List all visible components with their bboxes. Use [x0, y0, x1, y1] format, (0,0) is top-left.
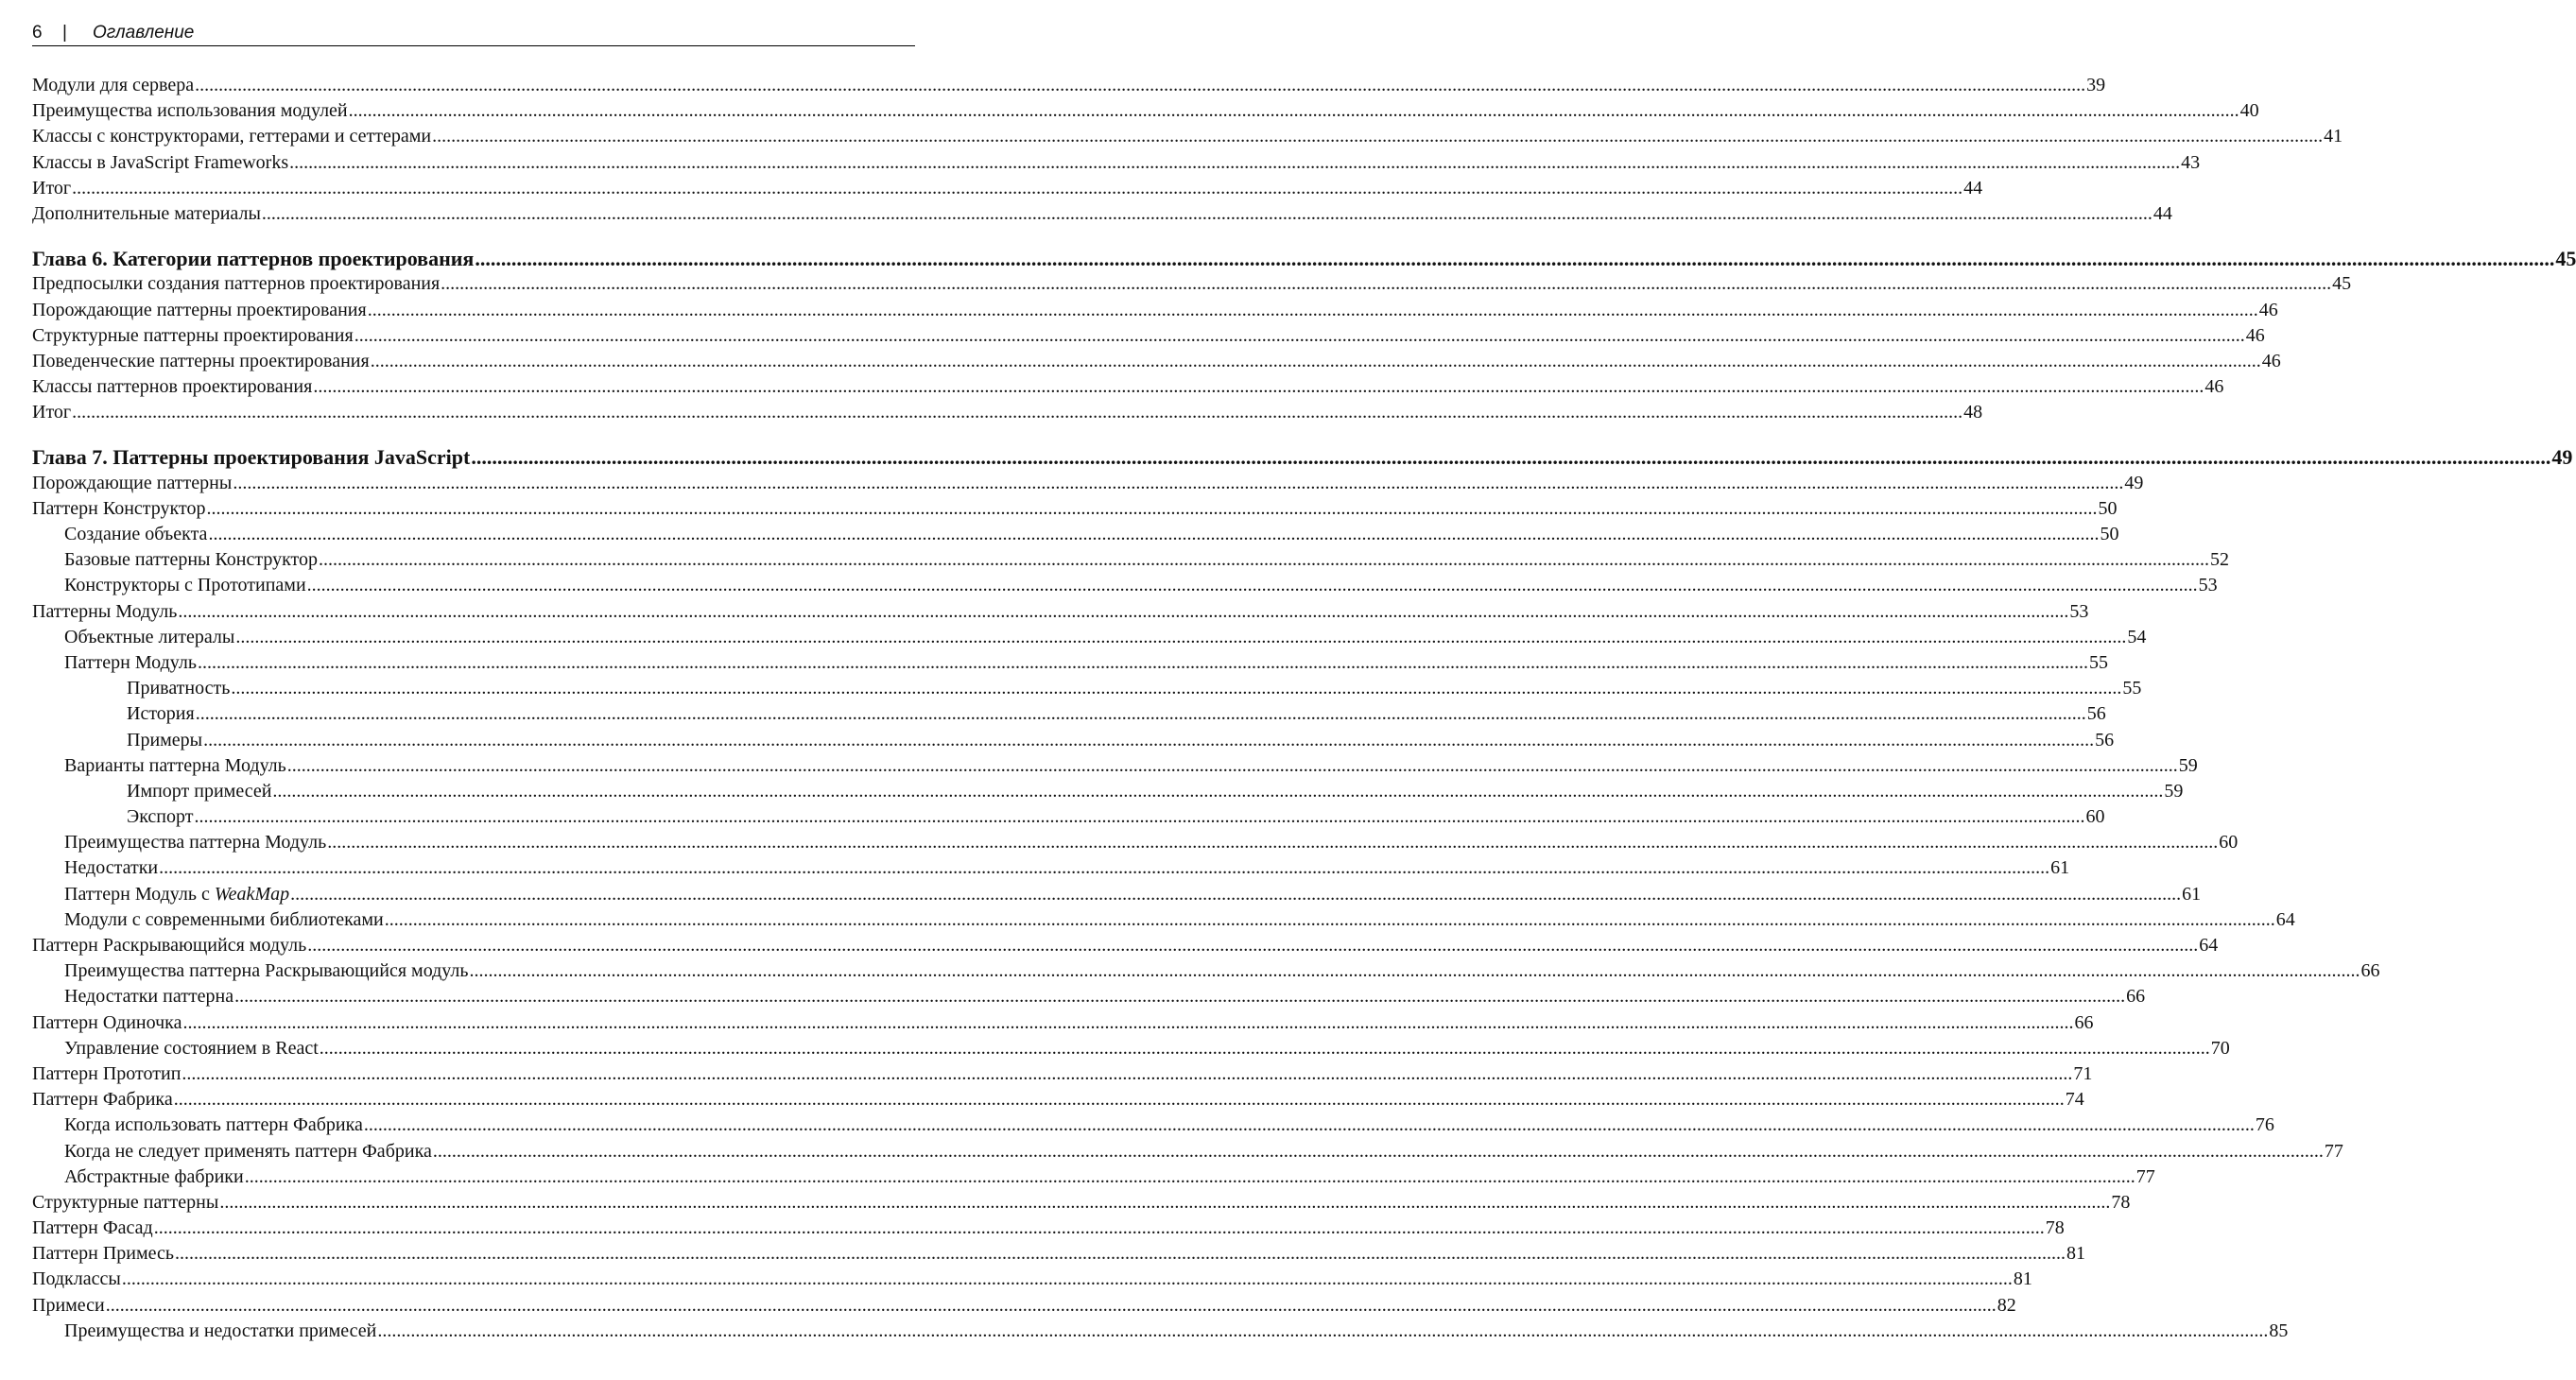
toc-leader-dots: ................................................................................................................................................................................................................................................................................................................................................................................................................ [363, 1114, 2255, 1136]
toc-page-number: 78 [2111, 1191, 2131, 1213]
toc-page-number: 40 [2239, 100, 2259, 122]
header-title: Оглавление [93, 23, 195, 43]
toc-entry-title: Итог [32, 402, 72, 423]
toc-entry-title: Паттерн Прототип [32, 1062, 182, 1084]
toc-page-number: 46 [2258, 299, 2278, 320]
chapter-gap [32, 425, 915, 444]
toc-leader-dots: ................................................................................................................................................................................................................................................................................................................................................................................................................ [206, 497, 2098, 519]
toc-entry[interactable] [32, 753, 2198, 779]
toc-leader-dots: ................................................................................................................................................................................................................................................................................................................................................................................................................ [313, 376, 2204, 398]
toc-page-number: 50 [2098, 497, 2118, 519]
toc-entry[interactable] [32, 1293, 2016, 1319]
toc-entry-title: Когда не следует применять паттерн Фабрика [64, 1140, 432, 1162]
toc-entry-title: Варианты паттерна Модуль [64, 754, 286, 776]
toc-entry-title: Приватность [127, 678, 231, 699]
toc-leader-dots: ................................................................................................................................................................................................................................................................................................................................................................................................................ [471, 445, 2551, 470]
toc-leader-dots: ................................................................................................................................................................................................................................................................................................................................................................................................................ [432, 1140, 2324, 1162]
toc-entry[interactable] [32, 933, 2219, 958]
toc-leader-dots: ................................................................................................................................................................................................................................................................................................................................................................................................................ [370, 350, 2261, 371]
toc-page-number: 46 [2204, 376, 2224, 398]
toc-entry-title: Импорт примесей [127, 780, 272, 802]
chapter-gap [32, 227, 915, 246]
toc-entry[interactable] [32, 701, 2106, 727]
toc-page-number: 59 [2178, 754, 2198, 776]
toc-entry[interactable] [32, 1139, 2343, 1164]
toc-leader-dots: ................................................................................................................................................................................................................................................................................................................................................................................................................ [377, 1320, 2269, 1341]
toc-page-number: 50 [2100, 524, 2119, 544]
toc-page-number: 61 [2182, 883, 2202, 905]
toc-page-number: 77 [2135, 1165, 2155, 1187]
toc-leader-dots: ................................................................................................................................................................................................................................................................................................................................................................................................................ [272, 780, 2164, 802]
toc-entry-title: Глава 7. Паттерны проектирования JavaScript [32, 445, 471, 470]
toc-entry-title: Дополнительные материалы [32, 202, 261, 224]
toc-chapter-heading[interactable] [32, 246, 2576, 271]
toc-entry[interactable] [32, 599, 2089, 625]
toc-page-number: 76 [2255, 1114, 2274, 1136]
toc-page-number: 60 [2219, 832, 2239, 854]
toc-leader-dots: ................................................................................................................................................................................................................................................................................................................................................................................................................ [178, 600, 2069, 622]
toc-leader-dots: ................................................................................................................................................................................................................................................................................................................................................................................................................ [173, 1089, 2065, 1111]
toc-entry-title: Паттерны Модуль [32, 600, 178, 622]
toc-entry[interactable] [32, 98, 2259, 124]
toc-page-number: 56 [2086, 703, 2106, 725]
toc-page-number: 55 [2122, 678, 2142, 699]
toc-entry[interactable] [32, 1113, 2274, 1138]
toc-leader-dots: ................................................................................................................................................................................................................................................................................................................................................................................................................ [105, 1294, 1997, 1316]
toc-leader-dots: ................................................................................................................................................................................................................................................................................................................................................................................................................ [441, 273, 2332, 295]
toc-leader-dots: ................................................................................................................................................................................................................................................................................................................................................................................................................ [261, 202, 2152, 224]
toc-entry-title-wrap [64, 882, 289, 907]
toc-entry-title: Предпосылки создания паттернов проектирования [32, 273, 441, 295]
toc-page-number: 78 [2045, 1217, 2065, 1239]
running-header [32, 21, 915, 46]
toc-entry-title: Паттерн Модуль [64, 651, 197, 673]
toc-entry[interactable] [32, 150, 2201, 176]
toc-entry-title: Классы в JavaScript Frameworks [32, 151, 289, 173]
toc-entry-title: Глава 6. Категории паттернов проектирования [32, 247, 475, 271]
toc-entry-title: Итог [32, 177, 72, 198]
toc-page-number: 81 [2066, 1243, 2086, 1265]
toc-page-number: 49 [2124, 472, 2144, 493]
toc-page-number: 54 [2127, 626, 2147, 647]
toc-entry-title: Преимущества паттерна Модуль [64, 832, 327, 854]
toc-entry-title: Поведенческие паттерны проектирования [32, 350, 370, 371]
toc-page-number: 59 [2164, 780, 2184, 802]
toc-entry[interactable] [32, 779, 2184, 804]
toc-page-number: 43 [2181, 151, 2201, 173]
toc-page-number: 45 [2555, 247, 2576, 271]
toc-leader-dots: ................................................................................................................................................................................................................................................................................................................................................................................................................ [289, 151, 2181, 173]
toc-entry[interactable] [32, 1061, 2093, 1087]
toc-entry-title: Конструкторы с Прототипами [64, 575, 306, 596]
toc-leader-dots: ................................................................................................................................................................................................................................................................................................................................................................................................................ [327, 832, 2219, 854]
toc-page-number: 44 [1963, 177, 1983, 198]
toc-leader-dots: ................................................................................................................................................................................................................................................................................................................................................................................................................ [203, 729, 2095, 750]
toc-page-number: 45 [2332, 273, 2352, 295]
toc-entry-title: Порождающие паттерны проектирования [32, 299, 367, 320]
toc-page-number: 61 [2050, 857, 2070, 879]
toc-entry[interactable] [32, 1010, 2094, 1036]
toc-entry-title: Недостатки паттерна [64, 986, 234, 1008]
toc-page-number: 39 [2086, 75, 2106, 95]
toc-entry-title: История [127, 703, 195, 725]
toc-page-number: 44 [2152, 202, 2172, 224]
toc-leader-dots: ................................................................................................................................................................................................................................................................................................................................................................................................................ [72, 177, 1963, 198]
toc-entry[interactable] [32, 573, 2218, 598]
toc-leader-dots: ................................................................................................................................................................................................................................................................................................................................................................................................................ [72, 402, 1963, 423]
toc-entry-title: Паттерн Фабрика [32, 1089, 173, 1111]
toc-entry-title: Примеси [32, 1294, 105, 1316]
toc-page-number: 55 [2088, 651, 2108, 673]
table-of-contents [32, 73, 2576, 1344]
toc-entry[interactable] [32, 349, 2281, 374]
toc-entry[interactable] [32, 676, 2142, 701]
toc-entry[interactable] [32, 298, 2278, 323]
toc-entry-title: Подклассы [32, 1268, 121, 1290]
toc-entry-title: Паттерн Раскрывающийся модуль [32, 935, 307, 956]
toc-leader-dots: ................................................................................................................................................................................................................................................................................................................................................................................................................ [231, 678, 2122, 699]
toc-entry[interactable] [32, 547, 2230, 573]
toc-entry[interactable] [32, 804, 2105, 830]
toc-page-number: 49 [2551, 445, 2573, 470]
toc-leader-dots: ................................................................................................................................................................................................................................................................................................................................................................................................................ [319, 549, 2210, 571]
toc-chapter-heading[interactable] [32, 444, 2573, 470]
toc-entry-title: Абстрактные фабрики [64, 1165, 244, 1187]
toc-entry-title: Паттерн Примесь [32, 1243, 175, 1265]
toc-entry[interactable] [32, 1164, 2155, 1190]
toc-leader-dots: ................................................................................................................................................................................................................................................................................................................................................................................................................ [233, 472, 2124, 493]
toc-leader-dots: ................................................................................................................................................................................................................................................................................................................................................................................................................ [182, 1011, 2074, 1033]
toc-entry-title: Недостатки [64, 857, 159, 879]
toc-entry-title: Объектные литералы [64, 626, 235, 647]
toc-leader-dots: ................................................................................................................................................................................................................................................................................................................................................................................................................ [219, 1191, 2111, 1213]
toc-page-number: 64 [2275, 908, 2295, 930]
toc-entry-title: Паттерн Конструктор [32, 497, 206, 519]
toc-entry-title: Экспорт [127, 806, 194, 828]
toc-page-number: 53 [2069, 600, 2089, 622]
toc-entry[interactable] [32, 1216, 2065, 1241]
toc-entry-title-italic: WeakMap [214, 883, 290, 905]
toc-entry[interactable] [32, 907, 2295, 933]
toc-entry-title: Модули с современными библиотеками [64, 908, 384, 930]
toc-page-number: 77 [2324, 1140, 2343, 1162]
toc-entry-title: Преимущества паттерна Раскрывающийся модуль [64, 960, 469, 982]
toc-leader-dots: ................................................................................................................................................................................................................................................................................................................................................................................................................ [244, 1165, 2135, 1187]
toc-entry[interactable] [32, 625, 2147, 650]
toc-leader-dots: ................................................................................................................................................................................................................................................................................................................................................................................................................ [475, 247, 2555, 271]
toc-entry-title: Управление состоянием в React [64, 1037, 319, 1059]
toc-leader-dots: ................................................................................................................................................................................................................................................................................................................................................................................................................ [234, 986, 2126, 1008]
toc-entry-title: Модули для сервера [32, 75, 195, 95]
toc-entry[interactable] [32, 73, 2106, 98]
toc-entry-title: Преимущества и недостатки примесей [64, 1320, 377, 1341]
toc-entry[interactable] [32, 1087, 2084, 1113]
toc-leader-dots: ................................................................................................................................................................................................................................................................................................................................................................................................................ [159, 857, 2050, 879]
toc-entry[interactable] [32, 1241, 2086, 1267]
toc-entry[interactable] [32, 855, 2070, 881]
toc-entry-title: Классы паттернов проектирования [32, 376, 313, 398]
toc-leader-dots: ................................................................................................................................................................................................................................................................................................................................................................................................................ [432, 126, 2324, 147]
toc-entry[interactable] [32, 271, 2352, 297]
toc-entry[interactable] [32, 1190, 2131, 1216]
toc-leader-dots: ................................................................................................................................................................................................................................................................................................................................................................................................................ [182, 1062, 2073, 1084]
toc-page-number: 70 [2210, 1037, 2230, 1059]
toc-page-number: 66 [2126, 986, 2146, 1008]
toc-entry[interactable] [32, 522, 2119, 547]
toc-leader-dots: ................................................................................................................................................................................................................................................................................................................................................................................................................ [197, 651, 2088, 673]
toc-leader-dots: ................................................................................................................................................................................................................................................................................................................................................................................................................ [290, 883, 2182, 905]
toc-leader-dots: ................................................................................................................................................................................................................................................................................................................................................................................................................ [384, 908, 2275, 930]
toc-entry[interactable] [32, 323, 2265, 349]
toc-entry[interactable] [32, 496, 2118, 522]
toc-page-number: 81 [2013, 1268, 2032, 1290]
toc-entry[interactable] [32, 958, 2380, 984]
toc-entry[interactable] [32, 984, 2146, 1009]
toc-page-number: 74 [2065, 1089, 2084, 1111]
toc-leader-dots: ................................................................................................................................................................................................................................................................................................................................................................................................................ [469, 960, 2360, 982]
toc-entry[interactable] [32, 471, 2144, 496]
toc-entry-title: Паттерн Одиночка [32, 1011, 182, 1033]
toc-entry[interactable] [32, 1319, 2289, 1344]
toc-page-number: 66 [2074, 1011, 2094, 1033]
toc-leader-dots: ................................................................................................................................................................................................................................................................................................................................................................................................................ [286, 754, 2178, 776]
header-separator: | [62, 23, 67, 43]
toc-entry[interactable] [32, 882, 2202, 907]
toc-entry[interactable] [32, 400, 1983, 425]
toc-leader-dots: ................................................................................................................................................................................................................................................................................................................................................................................................................ [307, 935, 2199, 956]
toc-leader-dots: ................................................................................................................................................................................................................................................................................................................................................................................................................ [354, 324, 2245, 346]
toc-leader-dots: ................................................................................................................................................................................................................................................................................................................................................................................................................ [208, 524, 2100, 544]
toc-entry-title: Базовые паттерны Конструктор [64, 549, 319, 571]
toc-entry-title: Порождающие паттерны [32, 472, 233, 493]
toc-leader-dots: ................................................................................................................................................................................................................................................................................................................................................................................................................ [194, 806, 2085, 828]
toc-entry-title: Создание объекта [64, 524, 208, 544]
toc-entry-title: Преимущества использования модулей [32, 100, 348, 122]
toc-leader-dots: ................................................................................................................................................................................................................................................................................................................................................................................................................ [153, 1217, 2045, 1239]
toc-entry-title: Паттерн Модуль с [64, 883, 215, 905]
toc-page-number: 46 [2261, 350, 2281, 371]
toc-page-number: 66 [2360, 960, 2380, 982]
toc-entry[interactable] [32, 176, 1983, 201]
toc-page-number: 60 [2085, 806, 2105, 828]
toc-entry[interactable] [32, 728, 2115, 753]
toc-page-number: 56 [2095, 729, 2115, 750]
toc-leader-dots: ................................................................................................................................................................................................................................................................................................................................................................................................................ [195, 703, 2086, 725]
toc-entry[interactable] [32, 830, 2239, 855]
toc-page-number: 85 [2269, 1320, 2289, 1341]
toc-leader-dots: ................................................................................................................................................................................................................................................................................................................................................................................................................ [195, 75, 2086, 95]
toc-entry[interactable] [32, 201, 2172, 227]
toc-entry-title: Структурные паттерны проектирования [32, 324, 354, 346]
toc-entry[interactable] [32, 374, 2224, 400]
toc-page-number: 64 [2199, 935, 2219, 956]
toc-page-number: 48 [1963, 402, 1983, 423]
toc-entry-title: Структурные паттерны [32, 1191, 219, 1213]
toc-entry-title: Классы с конструкторами, геттерами и сеттерами [32, 126, 432, 147]
toc-page-number: 71 [2073, 1062, 2093, 1084]
toc-entry-title: Примеры [127, 729, 203, 750]
toc-leader-dots: ................................................................................................................................................................................................................................................................................................................................................................................................................ [121, 1268, 2013, 1290]
toc-page-number: 53 [2198, 575, 2218, 596]
toc-page-number: 52 [2210, 549, 2230, 571]
toc-leader-dots: ................................................................................................................................................................................................................................................................................................................................................................................................................ [367, 299, 2258, 320]
toc-leader-dots: ................................................................................................................................................................................................................................................................................................................................................................................................................ [348, 100, 2239, 122]
toc-entry[interactable] [32, 124, 2343, 149]
toc-leader-dots: ................................................................................................................................................................................................................................................................................................................................................................................................................ [175, 1243, 2066, 1265]
toc-entry[interactable] [32, 1036, 2230, 1061]
toc-leader-dots: ................................................................................................................................................................................................................................................................................................................................................................................................................ [306, 575, 2198, 596]
toc-entry-title: Паттерн Фасад [32, 1217, 153, 1239]
toc-page-number: 41 [2324, 126, 2343, 147]
toc-page-number: 46 [2245, 324, 2265, 346]
toc-page-number: 82 [1997, 1294, 2016, 1316]
toc-entry[interactable] [32, 1267, 2032, 1292]
header-page-number: 6 [32, 23, 43, 43]
toc-leader-dots: ................................................................................................................................................................................................................................................................................................................................................................................................................ [235, 626, 2127, 647]
toc-entry-title: Когда использовать паттерн Фабрика [64, 1114, 363, 1136]
toc-entry[interactable] [32, 650, 2108, 676]
toc-leader-dots: ................................................................................................................................................................................................................................................................................................................................................................................................................ [319, 1037, 2210, 1059]
